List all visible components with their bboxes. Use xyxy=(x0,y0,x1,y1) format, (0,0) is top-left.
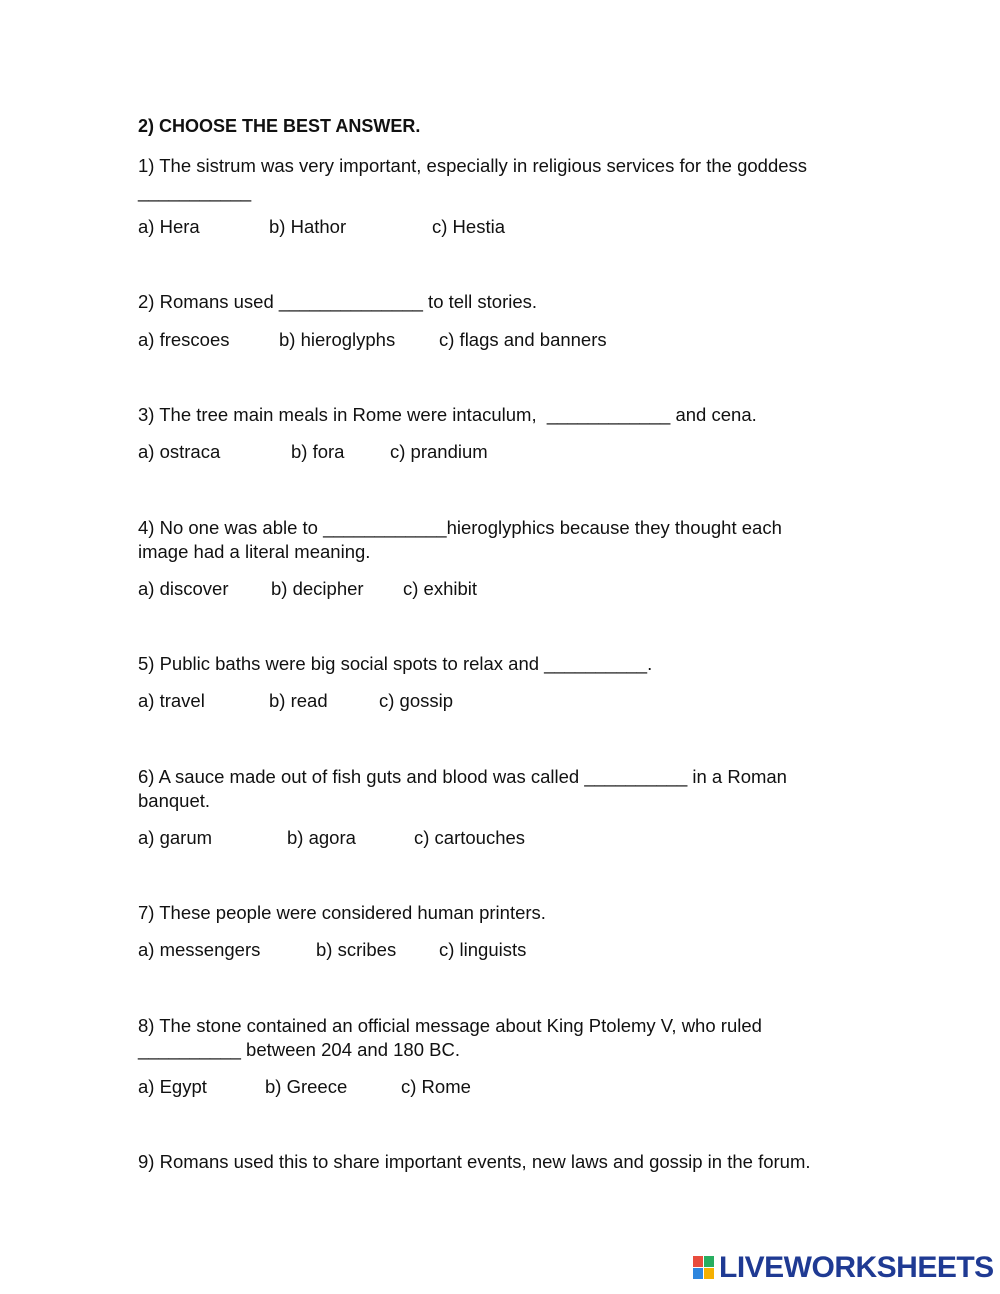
question-4-option-b[interactable]: b) decipher xyxy=(271,578,364,599)
question-1-text-line-1: 1) The sistrum was very important, especially in religious services for the goddess xyxy=(138,155,808,176)
liveworksheets-logo xyxy=(693,1252,994,1284)
question-7-option-a[interactable]: a) messengers xyxy=(138,939,261,960)
question-2-option-a[interactable]: a) frescoes xyxy=(138,329,230,350)
question-8-text-line-1: 8) The stone contained an official message about King Ptolemy V, who ruled xyxy=(138,1015,762,1036)
liveworksheets-logo-text: LIVEWORKSHEETS xyxy=(719,1251,994,1284)
question-9-text-line-1: 9) Romans used this to share important events, new laws and gossip in the forum. xyxy=(138,1151,811,1172)
question-4-option-c[interactable]: c) exhibit xyxy=(403,578,478,599)
question-8-option-b[interactable]: b) Greece xyxy=(265,1076,348,1097)
question-6-text-line-1: 6) A sauce made out of fish guts and blood was called __________ in a Roman xyxy=(138,766,787,787)
question-7-option-b[interactable]: b) scribes xyxy=(316,939,397,960)
question-3-text-line-1: 3) The tree main meals in Rome were intaculum, ____________ and cena. xyxy=(138,404,757,425)
question-6-text-line-2: banquet. xyxy=(138,790,211,811)
question-7-text-line-1: 7) These people were considered human printers. xyxy=(138,902,546,923)
question-1-text-line-2: ___________ xyxy=(138,181,252,202)
question-6-option-a[interactable]: a) garum xyxy=(138,827,213,848)
question-2-option-b[interactable]: b) hieroglyphs xyxy=(279,329,396,350)
question-5-option-b[interactable]: b) read xyxy=(269,690,328,711)
question-6-option-b[interactable]: b) agora xyxy=(287,827,356,848)
question-5-option-c[interactable]: c) gossip xyxy=(379,690,454,711)
question-3-option-b[interactable]: b) fora xyxy=(291,441,345,462)
question-2-text-line-1: 2) Romans used ______________ to tell stories. xyxy=(138,291,538,312)
question-1-option-a[interactable]: a) Hera xyxy=(138,216,200,237)
section-heading: 2) CHOOSE THE BEST ANSWER. xyxy=(138,116,421,136)
question-8-option-a[interactable]: a) Egypt xyxy=(138,1076,207,1097)
question-5-option-a[interactable]: a) travel xyxy=(138,690,205,711)
question-4-option-a[interactable]: a) discover xyxy=(138,578,229,599)
liveworksheets-logo-icon xyxy=(693,1256,715,1280)
question-3-option-c[interactable]: c) prandium xyxy=(390,441,488,462)
question-8-text-line-2: __________ between 204 and 180 BC. xyxy=(138,1039,460,1060)
question-1-option-b[interactable]: b) Hathor xyxy=(269,216,347,237)
question-6-option-c[interactable]: c) cartouches xyxy=(414,827,526,848)
question-5-text-line-1: 5) Public baths were big social spots to relax and __________. xyxy=(138,653,653,674)
question-2-option-c[interactable]: c) flags and banners xyxy=(439,329,607,350)
question-7-option-c[interactable]: c) linguists xyxy=(439,939,527,960)
question-1-option-c[interactable]: c) Hestia xyxy=(432,216,505,237)
question-8-option-c[interactable]: c) Rome xyxy=(401,1076,471,1097)
question-4-text-line-2: image had a literal meaning. xyxy=(138,541,371,562)
question-3-option-a[interactable]: a) ostraca xyxy=(138,441,221,462)
question-4-text-line-1: 4) No one was able to ____________hieroglyphics because they thought each xyxy=(138,517,782,538)
